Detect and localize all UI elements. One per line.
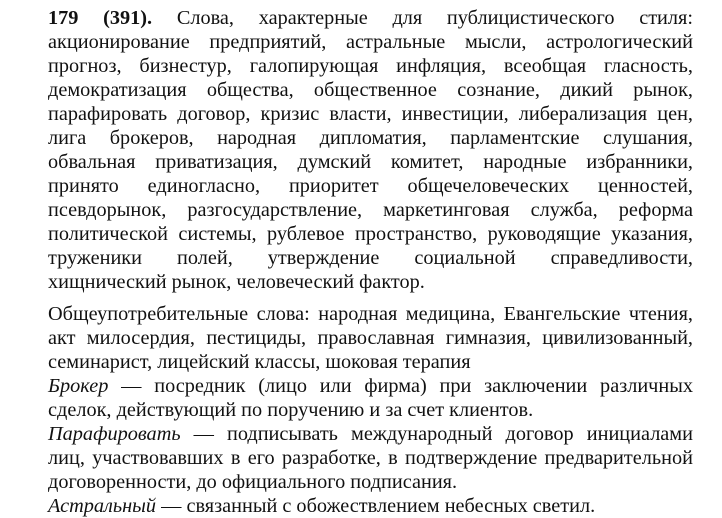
- exercise-number: 179 (391).: [48, 7, 153, 29]
- exercise-paragraph: [48, 6, 693, 294]
- definition-term: Парафировать: [48, 423, 181, 445]
- common-words-paragraph: Общеупотребительные слова: народная медицина, Евангельские чтения, акт милосердия, пестициды, православная гимназия, цивилизованный, семинарист, лицейский классы, шоковая терапия: [48, 303, 693, 373]
- definition-text: — подписывать международный договор инициалами лиц, участвовавших в его разработке, в подтверждение предварительной договоренности, до официального подписания.: [48, 423, 693, 493]
- exercise-text: Слова, характерные для публицистического стиля: акционирование предприятий, астральные мысли, астрологический прогноз, бизнестур, галопирующая инфляция, всеобщая гласность, демократизация общества, общественное сознание, дикий рынок, парафировать договор, кризис власти, инвестиции, либерализация цен, лига брокеров, народная дипломатия, парламентские слушания, обвальная приватизация, думский комитет, народные избранники, принято единогласно, приоритет общечеловеческих ценностей, псевдорынок, разгосударствление, маркетинговая служба, реформа политической системы, рублевое пространство, руководящие указания, труженики полей, утверждение социальной справедливости, хищнический рынок, человеческий фактор.: [48, 7, 693, 293]
- definition-text: — посредник (лицо или фирма) при заключении различных сделок, действующий по поручению и за счет клиентов.: [48, 375, 693, 421]
- definition-astralny: [48, 494, 693, 518]
- definition-term: Брокер: [48, 375, 109, 397]
- definition-broker: [48, 374, 693, 422]
- definition-term: Астральный: [48, 495, 157, 517]
- paragraph-gap: [48, 294, 693, 302]
- definition-text: — связанный с обожествлением небесных светил.: [156, 495, 596, 517]
- definition-parafirovat: [48, 422, 693, 494]
